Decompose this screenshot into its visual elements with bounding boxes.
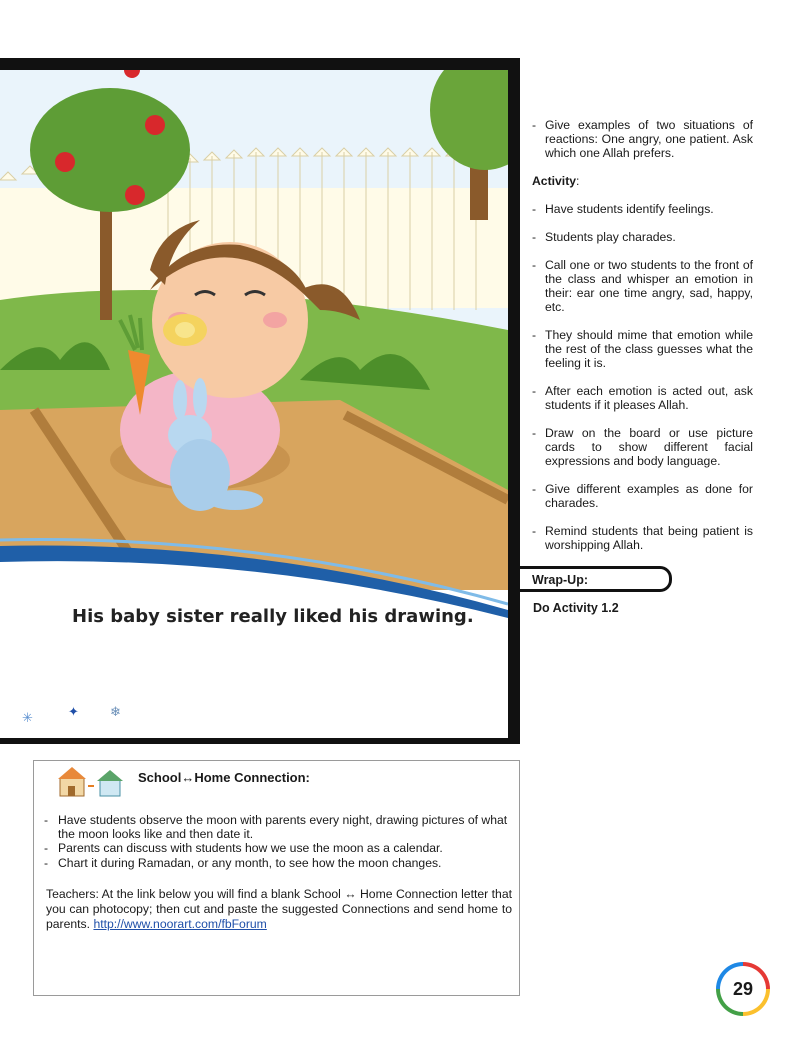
sparkle-icon: ✳	[22, 710, 33, 725]
list-item: - Parents can discuss with students how we use the moon as a calendar.	[44, 841, 443, 856]
intro-bullet: - Give examples of two situations of reactions: One angry, one patient. Ask which one Allah prefers.	[532, 118, 753, 160]
activity-bullet: - Have students identify feelings.	[532, 202, 714, 216]
sparkle-icon: ✦	[68, 704, 79, 719]
teachers-note: Teachers: At the link below you will find a blank School ↔ Home Connection letter that you can photocopy; then cut and paste the suggested Connections and send home to parents. http://www.noorart.com/fbForum	[46, 887, 512, 931]
forum-link[interactable]: http://www.noorart.com/fbForum	[93, 917, 267, 931]
school-home-connection-box	[33, 760, 520, 996]
activity-bullet: - Draw on the board or use picture cards to show different facial expressions and body language.	[532, 426, 753, 468]
wrapup-body: Do Activity 1.2	[533, 601, 619, 615]
list-item: - Have students observe the moon with parents every night, drawing pictures of what the moon looks like and then date it.	[44, 813, 508, 842]
activity-bullet: - After each emotion is acted out, ask students if it pleases Allah.	[532, 384, 753, 412]
activity-bullet: - Remind students that being patient is worshipping Allah.	[532, 524, 753, 552]
activity-heading: Activity:	[532, 174, 580, 188]
activity-bullet: - They should mime that emotion while the rest of the class guesses what the feeling it is.	[532, 328, 753, 370]
activity-bullet: - Students play charades.	[532, 230, 676, 244]
connection-list	[44, 813, 514, 870]
garden-scene-svg	[0, 70, 508, 618]
story-illustration	[0, 70, 508, 618]
story-page-frame	[0, 58, 520, 744]
school-home-icon	[56, 764, 126, 800]
activity-bullet: - Give different examples as done for charades.	[532, 482, 753, 510]
list-item: - Chart it during Ramadan, or any month, to see how the moon changes.	[44, 855, 442, 870]
teacher-notes	[532, 118, 753, 552]
story-caption: His baby sister really liked his drawing.	[72, 606, 474, 627]
wrapup-heading: Wrap-Up:	[512, 566, 672, 592]
connection-title: School↔Home Connection:	[138, 770, 310, 785]
sparkle-icon: ❄	[110, 704, 121, 719]
activity-bullet: - Call one or two students to the front of the class and whisper an emotion in their: ear one time angry, sad, happy, etc.	[532, 258, 753, 314]
page-number: 29	[720, 966, 766, 1012]
